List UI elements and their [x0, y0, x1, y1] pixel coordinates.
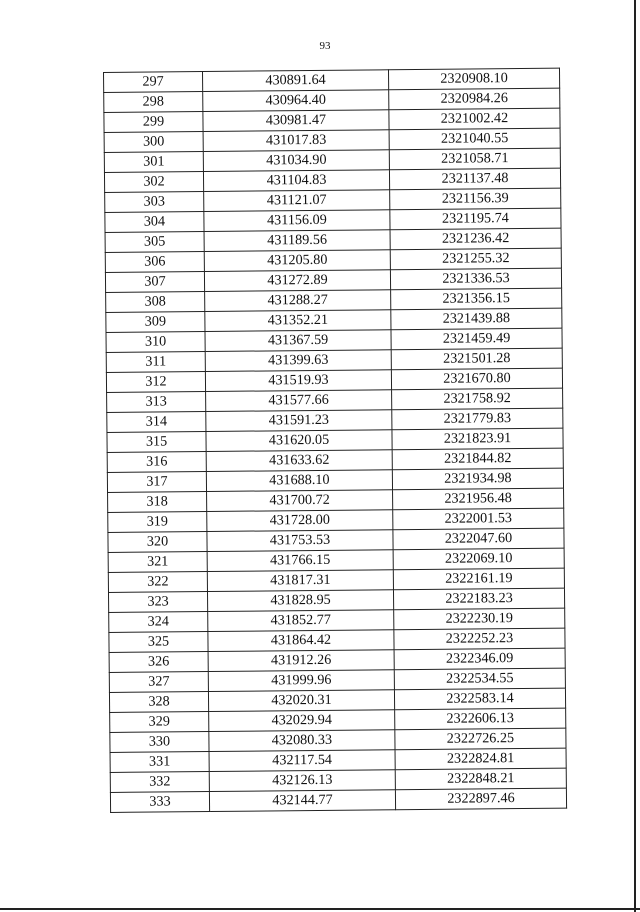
point-number-cell: 311: [106, 352, 205, 373]
point-number-cell: 298: [104, 92, 203, 113]
coordinate-table: [103, 68, 567, 813]
x-coordinate-cell: 432080.33: [209, 730, 395, 752]
y-coordinate-cell: 2321236.42: [390, 228, 561, 250]
x-coordinate-cell: 431519.93: [205, 370, 391, 392]
x-coordinate-cell: 431367.59: [205, 330, 391, 352]
x-coordinate-cell: 431828.95: [207, 590, 393, 612]
y-coordinate-cell: 2321255.32: [390, 248, 561, 270]
x-coordinate-cell: 431912.26: [208, 650, 394, 672]
point-number-cell: 309: [106, 312, 205, 333]
y-coordinate-cell: 2321459.49: [391, 328, 562, 350]
x-coordinate-cell: 431189.56: [204, 230, 390, 252]
x-coordinate-cell: 431728.00: [207, 510, 393, 532]
point-number-cell: 302: [104, 172, 203, 193]
y-coordinate-cell: 2322534.55: [394, 668, 565, 690]
x-coordinate-cell: 431620.05: [206, 430, 392, 452]
y-coordinate-cell: 2322069.10: [393, 548, 564, 570]
point-number-cell: 306: [105, 252, 204, 273]
point-number-cell: 326: [109, 652, 208, 673]
point-number-cell: 299: [104, 112, 203, 133]
point-number-cell: 320: [108, 532, 207, 553]
point-number-cell: 308: [106, 292, 205, 313]
x-coordinate-cell: 431577.66: [206, 390, 392, 412]
x-coordinate-cell: 431017.83: [203, 130, 389, 152]
point-number-cell: 300: [104, 132, 203, 153]
y-coordinate-cell: 2321336.53: [390, 268, 561, 290]
x-coordinate-cell: 431999.96: [208, 670, 394, 692]
point-number-cell: 297: [104, 72, 203, 93]
x-coordinate-cell: 432126.13: [209, 770, 395, 792]
x-coordinate-cell: 431399.63: [205, 350, 391, 372]
y-coordinate-cell: 2322252.23: [394, 628, 565, 650]
x-coordinate-cell: 432020.31: [208, 690, 394, 712]
point-number-cell: 325: [109, 632, 208, 653]
y-coordinate-cell: 2321002.42: [389, 108, 560, 130]
y-coordinate-cell: 2320984.26: [389, 88, 560, 110]
x-coordinate-cell: 431633.62: [206, 450, 392, 472]
x-coordinate-cell: 432117.54: [209, 750, 395, 772]
y-coordinate-cell: 2322047.60: [393, 528, 564, 550]
point-number-cell: 315: [107, 432, 206, 453]
table-row: [110, 788, 566, 812]
y-coordinate-cell: 2321844.82: [392, 448, 563, 470]
coordinate-table-body: [104, 68, 567, 812]
point-number-cell: 307: [105, 272, 204, 293]
point-number-cell: 314: [107, 412, 206, 433]
y-coordinate-cell: 2321195.74: [390, 208, 561, 230]
x-coordinate-cell: 431288.27: [205, 290, 391, 312]
point-number-cell: 313: [107, 392, 206, 413]
y-coordinate-cell: 2321779.83: [392, 408, 563, 430]
x-coordinate-cell: 431700.72: [207, 490, 393, 512]
y-coordinate-cell: 2322230.19: [394, 608, 565, 630]
y-coordinate-cell: 2322897.46: [395, 788, 566, 810]
x-coordinate-cell: 431352.21: [205, 310, 391, 332]
x-coordinate-cell: 432029.94: [209, 710, 395, 732]
y-coordinate-cell: 2321823.91: [392, 428, 563, 450]
y-coordinate-cell: 2321356.15: [391, 288, 562, 310]
y-coordinate-cell: 2322583.14: [394, 688, 565, 710]
y-coordinate-cell: 2322161.19: [393, 568, 564, 590]
x-coordinate-cell: 430891.64: [203, 70, 389, 92]
y-coordinate-cell: 2322848.21: [395, 768, 566, 790]
y-coordinate-cell: 2321501.28: [391, 348, 562, 370]
x-coordinate-cell: 430964.40: [203, 90, 389, 112]
x-coordinate-cell: 431817.31: [207, 570, 393, 592]
y-coordinate-cell: 2321058.71: [389, 148, 560, 170]
y-coordinate-cell: 2322001.53: [393, 508, 564, 530]
point-number-cell: 327: [109, 672, 208, 693]
x-coordinate-cell: 431034.90: [203, 150, 389, 172]
point-number-cell: 304: [105, 212, 204, 233]
point-number-cell: 322: [108, 572, 207, 593]
page-edge-right: [634, 0, 636, 912]
y-coordinate-cell: 2322346.09: [394, 648, 565, 670]
point-number-cell: 303: [105, 192, 204, 213]
x-coordinate-cell: 431688.10: [206, 470, 392, 492]
point-number-cell: 331: [110, 752, 209, 773]
y-coordinate-cell: 2322183.23: [393, 588, 564, 610]
point-number-cell: 323: [108, 592, 207, 613]
point-number-cell: 328: [109, 692, 208, 713]
x-coordinate-cell: 431205.80: [204, 250, 390, 272]
y-coordinate-cell: 2321956.48: [393, 488, 564, 510]
x-coordinate-cell: 431156.09: [204, 210, 390, 232]
point-number-cell: 317: [107, 472, 206, 493]
x-coordinate-cell: 431104.83: [203, 170, 389, 192]
page-number: 93: [319, 40, 331, 52]
coordinate-table-wrapper: [103, 68, 567, 813]
y-coordinate-cell: 2322726.25: [395, 728, 566, 750]
point-number-cell: 333: [110, 792, 209, 813]
y-coordinate-cell: 2321137.48: [389, 168, 560, 190]
point-number-cell: 332: [110, 772, 209, 793]
y-coordinate-cell: 2322824.81: [395, 748, 566, 770]
y-coordinate-cell: 2321670.80: [391, 368, 562, 390]
x-coordinate-cell: 430981.47: [203, 110, 389, 132]
x-coordinate-cell: 431864.42: [208, 630, 394, 652]
point-number-cell: 321: [108, 552, 207, 573]
point-number-cell: 312: [106, 372, 205, 393]
page-edge-bottom: [0, 908, 640, 910]
point-number-cell: 310: [106, 332, 205, 353]
point-number-cell: 319: [108, 512, 207, 533]
y-coordinate-cell: 2321040.55: [389, 128, 560, 150]
x-coordinate-cell: 432144.77: [209, 790, 395, 812]
y-coordinate-cell: 2322606.13: [395, 708, 566, 730]
y-coordinate-cell: 2321934.98: [392, 468, 563, 490]
point-number-cell: 330: [110, 732, 209, 753]
point-number-cell: 329: [110, 712, 209, 733]
y-coordinate-cell: 2321156.39: [390, 188, 561, 210]
point-number-cell: 316: [107, 452, 206, 473]
point-number-cell: 324: [109, 612, 208, 633]
y-coordinate-cell: 2321439.88: [391, 308, 562, 330]
y-coordinate-cell: 2320908.10: [388, 68, 559, 90]
x-coordinate-cell: 431766.15: [207, 550, 393, 572]
point-number-cell: 318: [108, 492, 207, 513]
point-number-cell: 305: [105, 232, 204, 253]
x-coordinate-cell: 431121.07: [204, 190, 390, 212]
x-coordinate-cell: 431272.89: [204, 270, 390, 292]
y-coordinate-cell: 2321758.92: [392, 388, 563, 410]
x-coordinate-cell: 431591.23: [206, 410, 392, 432]
x-coordinate-cell: 431753.53: [207, 530, 393, 552]
x-coordinate-cell: 431852.77: [208, 610, 394, 632]
point-number-cell: 301: [104, 152, 203, 173]
